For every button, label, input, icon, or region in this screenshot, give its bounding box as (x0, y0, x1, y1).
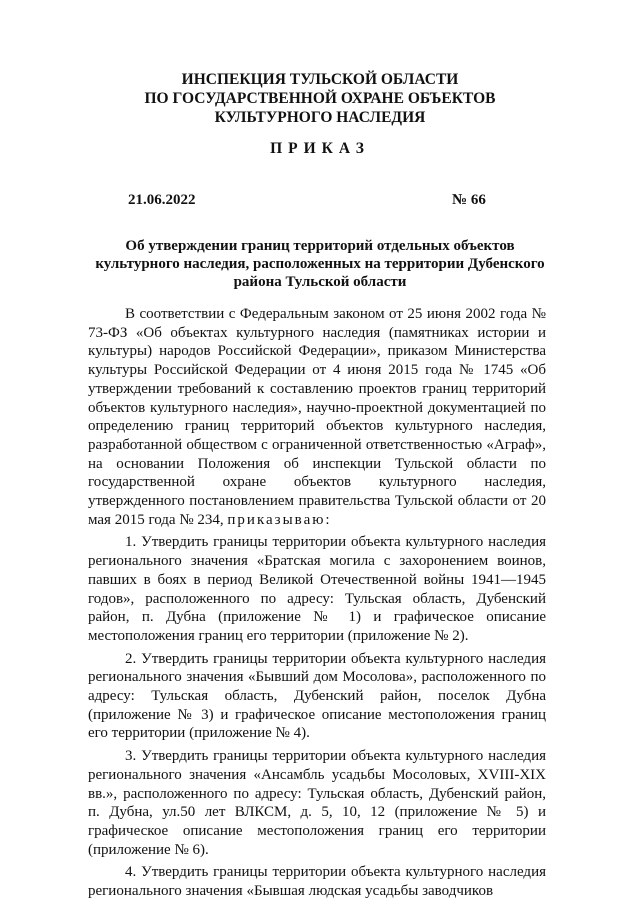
order-item-3: 3. Утвердить границы территории объекта культурного наследия регионального значения «Ансамбль усадьбы Мосоловых, XVIII-XIX вв.», расположенного по адресу: Тульская область, Дубенский район, п. Дубна, ул.50 лет ВЛКСМ, д. 5, 10, 12 (приложение № 5) и графическое описание местоположения границ его территории (приложение № 6). (88, 748, 546, 858)
order-item-1: 1. Утвердить границы территории объекта культурного наследия регионального значения «Братская могила с захоронением воинов, павших в боях в период Великой Отечественной войны 1941—1945 годов», расположенного по адресу: Тульская область, Дубенский район, п. Дубна (приложение № 1) и графическое описание местоположения границ его территории (приложение № 2). (88, 534, 546, 644)
subject-line-3: района Тульской области (233, 274, 407, 290)
org-line-2: ПО ГОСУДАРСТВЕННОЙ ОХРАНЕ ОБЪЕКТОВ (144, 90, 496, 107)
order-subject (80, 237, 560, 291)
org-line-3: КУЛЬТУРНОГО НАСЛЕДИЯ (214, 109, 426, 126)
order-date: 21.06.2022 (128, 192, 196, 208)
subject-line-2: культурного наследия, расположенных на территории Дубенского (95, 256, 545, 272)
org-line-1: ИНСПЕКЦИЯ ТУЛЬСКОЙ ОБЛАСТИ (181, 71, 459, 88)
preamble-text: В соответствии с Федеральным законом от 25 июня 2002 года № 73-ФЗ «Об объектах культурного наследия (памятниках истории и культуры) народов Российской Федерации», приказом Министерства культуры Российской Федерации от 4 июня 2015 года № 1745 «Об утверждении требований к составлению проектов границ территорий объектов культурного наследия», научно-проектной документацией по определению границ территорий объектов культурного наследия, разработанной обществом с ограниченной ответственностью «Аграф», на основании Положения об инспекции Тульской области по государственной охране объектов культурного наследия, утвержденного постановлением правительства Тульской области от 20 мая 2015 года № 234, (88, 306, 546, 528)
subject-line-1: Об утверждении границ территорий отдельных объектов (125, 238, 515, 254)
organization-header (0, 70, 640, 127)
order-item-2: 2. Утвердить границы территории объекта культурного наследия регионального значения «Бывший дом Мосолова», расположенного по адресу: Тульская область, Дубенский район, поселок Дубна (приложение № 3) и графическое описание местоположения границ его территории (приложение № 4). (88, 650, 546, 742)
order-item-4: 4. Утвердить границы территории объекта культурного наследия регионального значения «Бывшая людская усадьбы заводчиков (88, 864, 546, 900)
preamble-paragraph (88, 305, 546, 529)
order-word: приказываю: (227, 511, 332, 528)
order-number: № 66 (452, 192, 486, 208)
order-title: ПРИКАЗ (270, 140, 370, 157)
order-body (88, 305, 546, 905)
